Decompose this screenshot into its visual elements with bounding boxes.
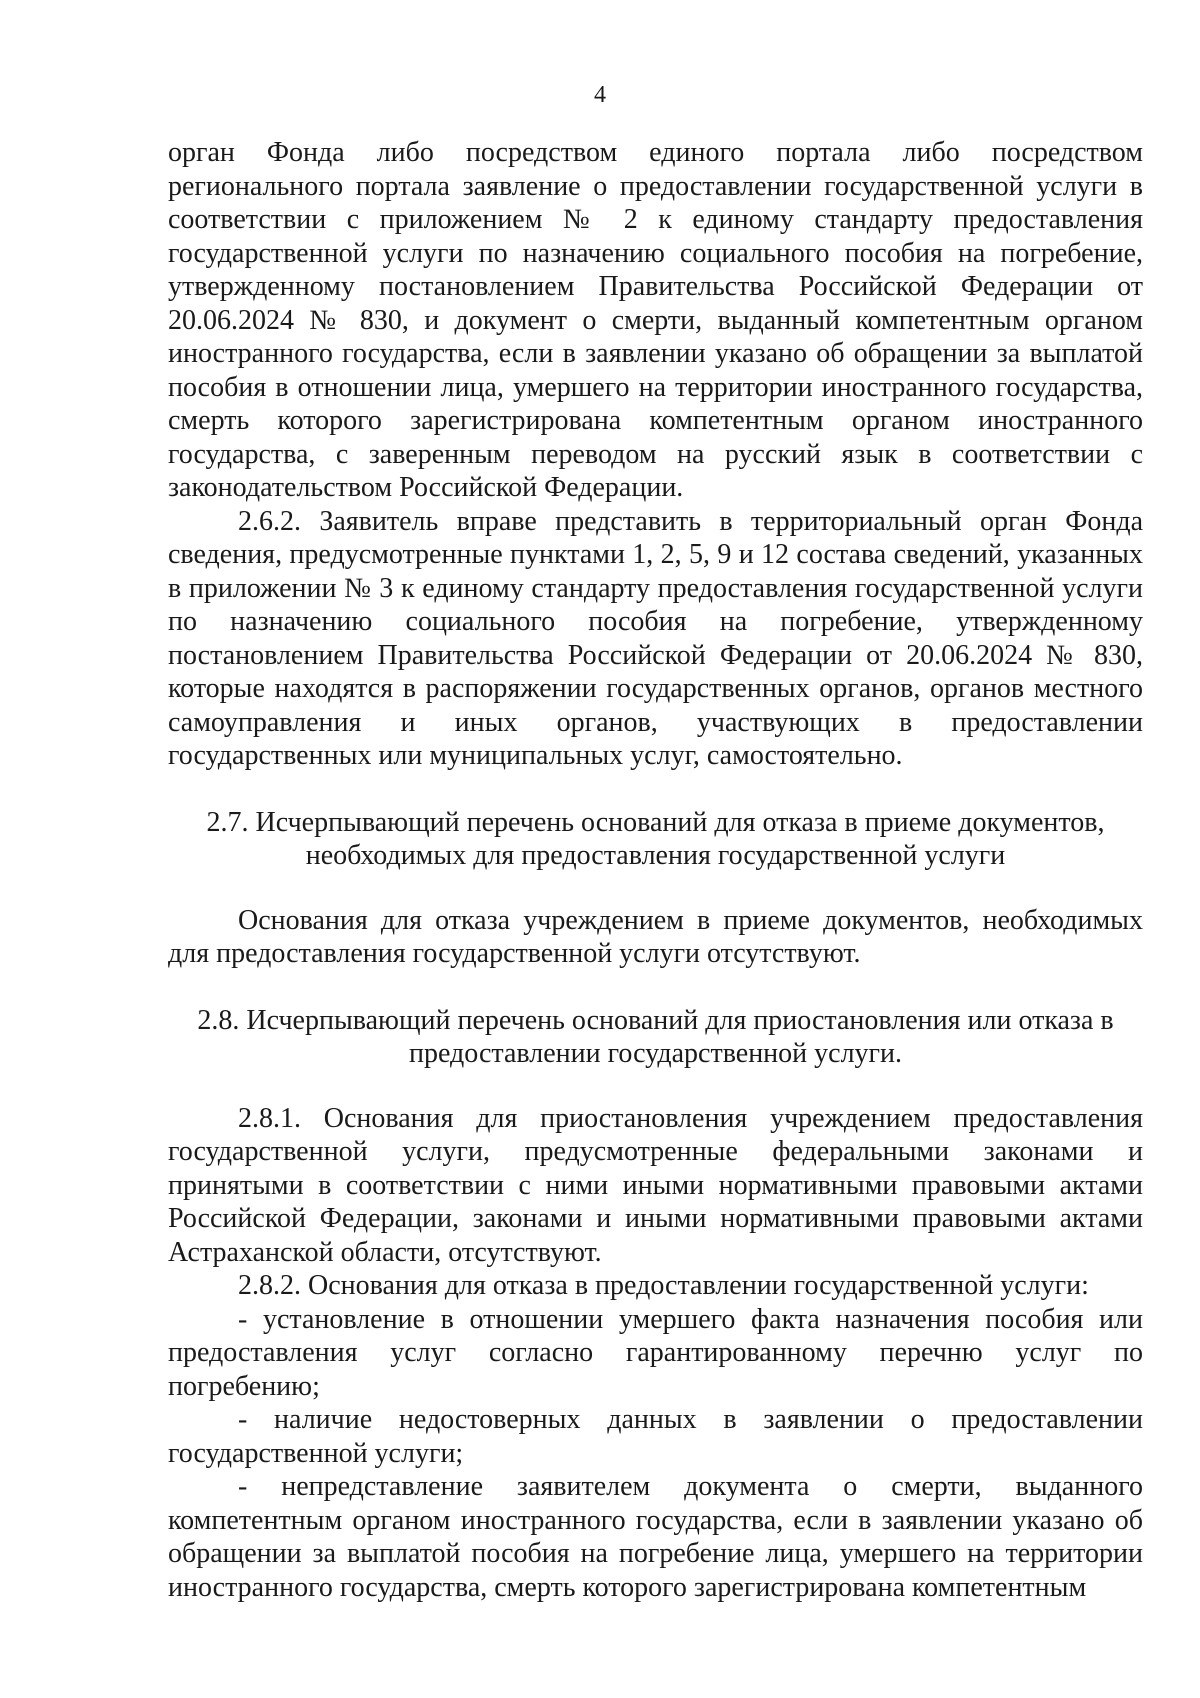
- document-body: [168, 136, 1143, 1604]
- section-heading-2-8: [168, 1004, 1143, 1071]
- paragraph-2-8-1: 2.8.1. Основания для приостановления учреждением предоставления государственной услуги, предусмотренные федеральными законами и принятыми в соответствии с ними иными нормативными правовыми актами Российской Федерации, законами и иными нормативными правовыми актами Астраханской области, отсутствуют.: [168, 1102, 1143, 1268]
- heading-2-8-line-1: 2.8. Исчерпывающий перечень оснований для приостановления или отказа в: [197, 1004, 1114, 1036]
- list-item-refusal-1: - установление в отношении умершего факта назначения пособия или предоставления услуг согласно гарантированному перечню услуг по погребению;: [168, 1303, 1143, 1402]
- paragraph-continuation: орган Фонда либо посредством единого портала либо посредством регионального портала заявление о предоставлении государственной услуги в соответствии с приложением № 2 к единому стандарту предоставления государственной услуги по назначению социального пособия на погребение, утвержденному постановлением Правительства Российской Федерации от 20.06.2024 № 830, и документ о смерти, выданный компетентным органом иностранного государства, если в заявлении указано об обращении за выплатой пособия в отношении лица, умершего на территории иностранного государства, смерть которого зарегистрирована компетентным органом иностранного государства, с заверенным переводом на русский язык в соответствии с законодательством Российской Федерации.: [168, 137, 1143, 503]
- heading-2-7-line-1: 2.7. Исчерпывающий перечень оснований для отказа в приеме документов,: [206, 806, 1105, 838]
- paragraph-2-6-2: 2.6.2. Заявитель вправе представить в территориальный орган Фонда сведения, предусмотренные пунктами 1, 2, 5, 9 и 12 состава сведений, указанных в приложении № 3 к единому стандарту предоставления государственной услуги по назначению социального пособия на погребение, утвержденному постановлением Правительства Российской Федерации от 20.06.2024 № 830, которые находятся в распоряжении государственных органов, органов местного самоуправления и иных органов, участвующих в предоставлении государственных или муниципальных услуг, самостоятельно.: [168, 505, 1143, 771]
- paragraph-2-7-body: Основания для отказа учреждением в приеме документов, необходимых для предоставления государственной услуги отсутствуют.: [168, 904, 1143, 969]
- page-number: 4: [594, 82, 606, 108]
- heading-2-7-line-2: необходимых для предоставления государственной услуги: [305, 840, 1006, 871]
- list-item-refusal-2: - наличие недостоверных данных в заявлении о предоставлении государственной услуги;: [168, 1404, 1143, 1469]
- section-heading-2-7: [168, 806, 1143, 873]
- heading-2-8-line-2: предоставлении государственной услуги.: [408, 1038, 903, 1069]
- list-item-refusal-3: - непредставление заявителем документа о смерти, выданного компетентным органом иностранного государства, если в заявлении указано об обращении за выплатой пособия на погребение лица, умершего на территории иностранного государства, смерть которого зарегистрирована компетентным: [168, 1471, 1143, 1603]
- paragraph-2-8-2: 2.8.2. Основания для отказа в предоставлении государственной услуги:: [238, 1270, 1089, 1301]
